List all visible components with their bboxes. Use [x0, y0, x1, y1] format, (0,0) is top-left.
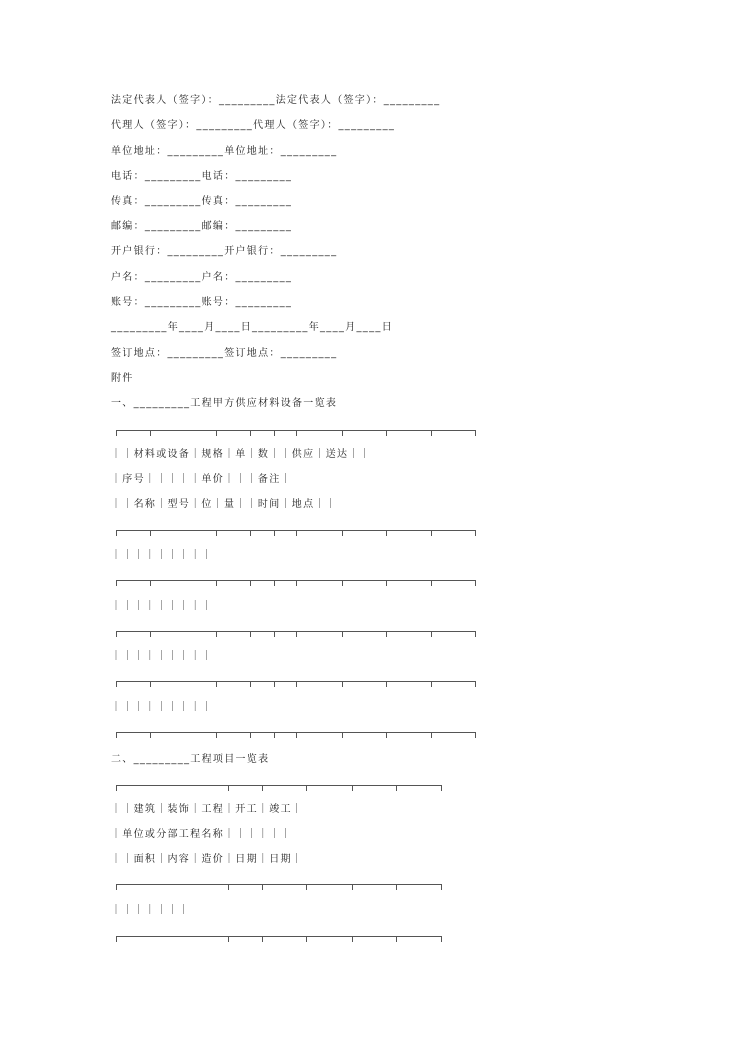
- table1-divider-rule: [116, 631, 476, 638]
- table1-header-row-1: ｜｜材料或设备｜规格｜单｜数｜｜供应｜送达｜｜: [111, 449, 371, 460]
- table1-top-rule: [116, 430, 476, 437]
- table1-divider-rule: [116, 681, 476, 688]
- table1-row: ｜｜｜｜｜｜｜｜｜: [111, 550, 213, 561]
- table2-row: ｜｜｜｜｜｜｜: [111, 905, 191, 916]
- fax-line: 传真：_________传真：_________: [111, 196, 293, 207]
- table1-header-row-2: ｜序号｜｜｜｜｜单价｜｜｜备注｜: [111, 474, 292, 485]
- agent-signature-line: 代理人（签字）：_________代理人（签字）：_________: [111, 120, 396, 131]
- attachment-label: 附件: [111, 373, 134, 384]
- table1-title: 一、_________工程甲方供应材料设备一览表: [111, 398, 338, 409]
- table2-header-row-2: ｜单位或分部工程名称｜｜｜｜｜｜: [111, 829, 292, 840]
- table2-header-row-3: ｜｜面积｜内容｜造价｜日期｜日期｜: [111, 854, 304, 865]
- table2-header-row-1: ｜｜建筑｜装饰｜工程｜开工｜竣工｜: [111, 804, 304, 815]
- signing-place-line: 签订地点：_________签订地点：_________: [111, 348, 338, 359]
- table2-top-rule: [116, 785, 442, 792]
- table1-row: ｜｜｜｜｜｜｜｜｜: [111, 651, 213, 662]
- table1-divider-rule: [116, 580, 476, 587]
- table1-bottom-rule: [116, 732, 476, 739]
- date-line: _________年____月____日_________年____月____日: [111, 322, 393, 333]
- legal-rep-signature-line: 法定代表人（签字）：_________法定代表人（签字）：_________: [111, 95, 441, 106]
- table2-bottom-rule: [116, 936, 442, 943]
- table1-row: ｜｜｜｜｜｜｜｜｜: [111, 601, 213, 612]
- account-number-line: 账号：_________账号：_________: [111, 297, 293, 308]
- table2-title: 二、_________工程项目一览表: [111, 754, 270, 765]
- table1-divider-rule: [116, 530, 476, 537]
- phone-line: 电话：_________电话：_________: [111, 171, 293, 182]
- table1-row: ｜｜｜｜｜｜｜｜｜: [111, 702, 213, 713]
- table1-header-row-3: ｜｜名称｜型号｜位｜量｜｜时间｜地点｜｜: [111, 499, 337, 510]
- table2-divider-rule: [116, 884, 442, 891]
- bank-line: 开户银行：_________开户银行：_________: [111, 246, 338, 257]
- account-name-line: 户名：_________户名：_________: [111, 272, 293, 283]
- unit-address-line: 单位地址：_________单位地址：_________: [111, 146, 338, 157]
- postcode-line: 邮编：_________邮编：_________: [111, 221, 293, 232]
